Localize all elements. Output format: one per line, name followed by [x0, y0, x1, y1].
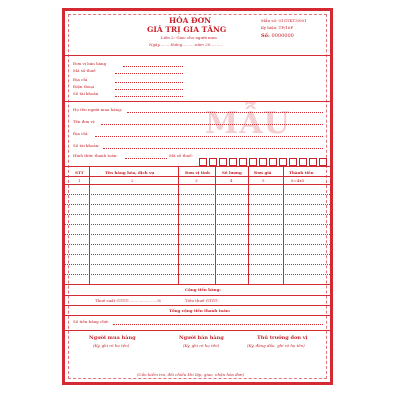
index-cell-5: 5 [262, 178, 265, 183]
col-header-unit: Đơn vị tính [185, 170, 210, 175]
col-line [248, 166, 249, 284]
buyer-tax-label: Mã số thuế: [169, 153, 194, 158]
payment-method-label: Hình thức thanh toán: [73, 153, 118, 158]
table-header-divider [65, 176, 330, 177]
header-divider [65, 55, 330, 56]
index-cell-6: 6=4x5 [291, 178, 305, 183]
table-row [65, 254, 330, 255]
vat-amount-label: Tiền thuế GTGT: [185, 298, 219, 303]
index-cell-4: 4 [230, 178, 233, 183]
amount-in-words-line [113, 324, 323, 325]
vat-rate-label: Thuế suất GTGT:......................% [95, 298, 162, 303]
sample-watermark: MẪU [205, 106, 291, 141]
date-line: Ngày.........tháng..........năm 20.......... [149, 42, 223, 47]
seller-phone-label: Điện thoại [73, 84, 94, 89]
subtotal-divider [65, 295, 330, 296]
invoice-title: HÓA ĐƠN [169, 16, 211, 25]
footer-note: (Cần kiểm tra, đối chiếu khi lập, giao, nhận hóa đơn) [137, 372, 245, 377]
col-line [89, 166, 90, 284]
col-line [178, 166, 179, 284]
table-row [65, 204, 330, 205]
table-index-divider [65, 184, 330, 185]
buyer-name-label: Họ tên người mua hàng: [73, 107, 123, 112]
buyer-account-label: Số tài khoản: [73, 143, 100, 148]
seller-divider [65, 101, 330, 102]
seller-unit-line [123, 66, 183, 67]
table-top-border [65, 166, 330, 167]
col-header-amount: Thành tiền [289, 170, 314, 175]
col-header-qty: Số lượng [222, 170, 242, 175]
seller-account-label: Số tài khoản [73, 91, 99, 96]
col-line [283, 166, 284, 284]
invoice-symbol: Ký hiệu: TP/16P [261, 25, 294, 30]
seller-tax-line [115, 73, 183, 74]
buyer-tax-boxes [199, 151, 329, 170]
table-row [65, 264, 330, 265]
signature-director-note: (Ký, đóng dấu, ghi rõ họ tên) [247, 343, 305, 348]
buyer-unit-label: Tên đơn vị: [73, 119, 96, 124]
invoice-subtitle: GIÁ TRỊ GIA TĂNG [147, 25, 227, 34]
grand-total-label: Tổng cộng tiền thanh toán: [169, 308, 231, 313]
table-row [65, 214, 330, 215]
buyer-address-line [95, 136, 323, 137]
subtotal-label: Cộng tiền hàng: [185, 287, 221, 292]
signature-buyer-role: Người mua hàng [89, 335, 136, 341]
amount-in-words-label: Số tiền bằng chữ: [73, 319, 109, 324]
index-cell-1: 1 [78, 178, 81, 183]
table-row [65, 224, 330, 225]
col-header-price: Đơn giá [254, 170, 272, 175]
buyer-address-label: Địa chỉ: [73, 131, 89, 136]
index-cell-2: 2 [131, 178, 134, 183]
index-cell-3: 3 [195, 178, 198, 183]
table-row [65, 194, 330, 195]
seller-address-label: Địa chỉ [73, 77, 88, 82]
buyer-name-line [127, 112, 323, 113]
buyer-account-line [103, 148, 323, 149]
signature-seller-role: Người bán hàng [179, 335, 224, 341]
signature-director-role: Thủ trưởng đơn vị [257, 335, 308, 341]
table-row [65, 234, 330, 235]
words-divider [65, 330, 330, 331]
table-row [65, 244, 330, 245]
table-bottom-border [65, 284, 330, 285]
vat-divider [65, 305, 330, 306]
payment-method-line [125, 158, 167, 159]
seller-unit-label: Đơn vị bán hàng [73, 61, 107, 66]
signature-buyer-note: (Ký, ghi rõ họ tên) [93, 343, 130, 348]
invoice-number: 0000000 [271, 33, 294, 39]
form-code: Mẫu số: 01GTKT3/001 [261, 18, 307, 23]
buyer-unit-line [101, 124, 323, 125]
signature-seller-note: (Ký, ghi rõ họ tên) [183, 343, 220, 348]
invoice-sheet [62, 8, 333, 385]
col-line [215, 166, 216, 284]
col-header-stt: STT [75, 170, 84, 175]
col-header-item: Tên hàng hóa, dịch vụ [105, 170, 155, 175]
table-row [65, 274, 330, 275]
seller-address-line [115, 82, 183, 83]
seller-tax-label: Mã số thuế [73, 68, 96, 73]
number-label: Số: [261, 33, 270, 39]
seller-phone-line [115, 89, 183, 90]
copy-line: Liên 2: Giao cho người mua [161, 35, 217, 40]
grand-total-divider [65, 315, 330, 316]
seller-account-line [115, 96, 183, 97]
